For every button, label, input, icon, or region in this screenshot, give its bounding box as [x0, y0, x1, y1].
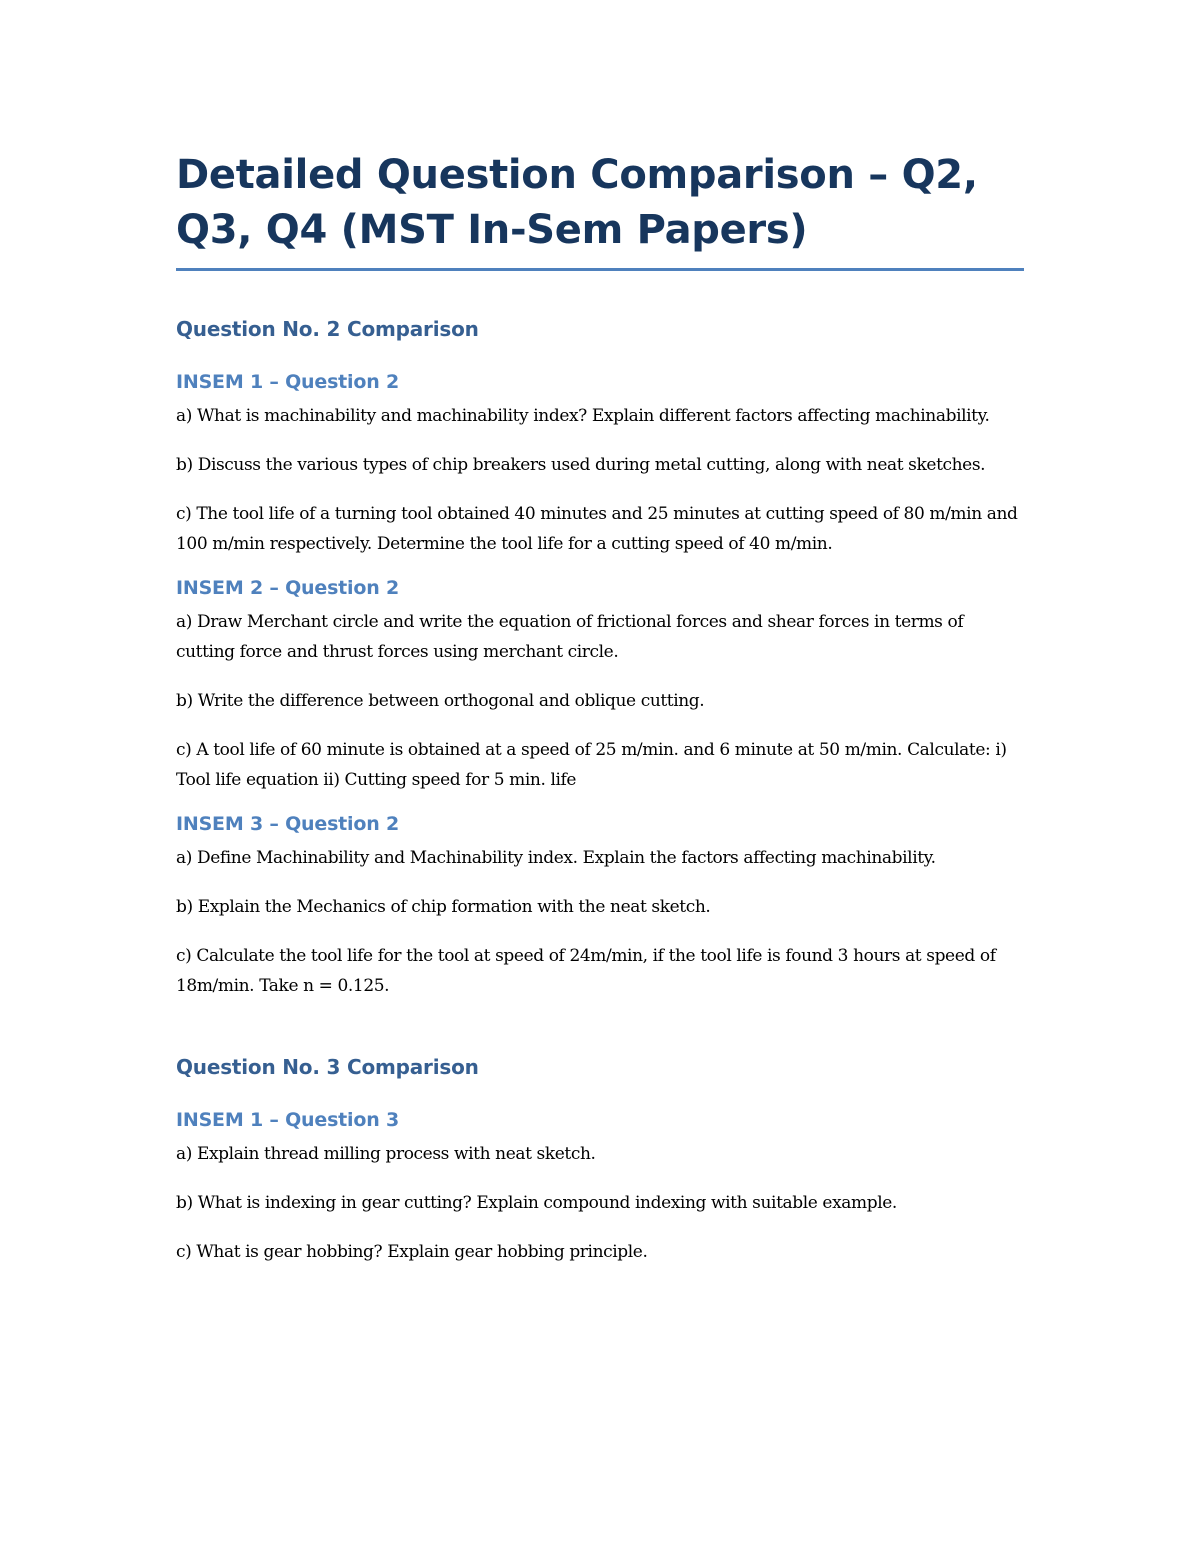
- question-item: b) Write the difference between orthogonal and oblique cutting.: [176, 691, 705, 711]
- paper-insem-1-q2: [176, 369, 1024, 559]
- question-item: c) Calculate the tool life for the tool at speed of 24m/min, if the tool life is found 3 hours at speed of 18m/min. Take n = 0.125.: [176, 946, 996, 996]
- section-question-2: [176, 315, 1024, 1001]
- document-title: Detailed Question Comparison – Q2, Q3, Q4 (MST In-Sem Papers): [176, 152, 978, 253]
- document-page: [176, 148, 1024, 1277]
- paper-insem-3-q2: [176, 811, 1024, 1001]
- paper-insem-1-q3: [176, 1107, 1024, 1267]
- question-item: a) Draw Merchant circle and write the equation of frictional forces and shear forces in terms of cutting force and thrust forces using merchant circle.: [176, 612, 964, 662]
- question-item: b) What is indexing in gear cutting? Explain compound indexing with suitable example.: [176, 1193, 897, 1213]
- section-heading: Question No. 2 Comparison: [176, 317, 479, 341]
- paper-heading: INSEM 1 – Question 3: [176, 1109, 399, 1131]
- question-item: a) Explain thread milling process with neat sketch.: [176, 1144, 596, 1164]
- paper-heading: INSEM 1 – Question 2: [176, 371, 399, 393]
- question-item: a) Define Machinability and Machinability index. Explain the factors affecting machinability.: [176, 848, 936, 868]
- section-question-3: [176, 1053, 1024, 1267]
- paper-insem-2-q2: [176, 575, 1024, 795]
- question-item: c) What is gear hobbing? Explain gear hobbing principle.: [176, 1242, 648, 1262]
- paper-heading: INSEM 3 – Question 2: [176, 813, 399, 835]
- title-underline: [176, 268, 1024, 271]
- question-item: c) The tool life of a turning tool obtained 40 minutes and 25 minutes at cutting speed of 80 m/min and 100 m/min respectively. Determine the tool life for a cutting speed of 40 m/min.: [176, 504, 1018, 554]
- question-item: b) Explain the Mechanics of chip formation with the neat sketch.: [176, 897, 711, 917]
- question-item: a) What is machinability and machinability index? Explain different factors affecting machinability.: [176, 406, 990, 426]
- paper-heading: INSEM 2 – Question 2: [176, 577, 399, 599]
- question-item: c) A tool life of 60 minute is obtained at a speed of 25 m/min. and 6 minute at 50 m/min. Calculate: i) Tool life equation ii) Cutting speed for 5 min. life: [176, 740, 1007, 790]
- section-heading: Question No. 3 Comparison: [176, 1055, 479, 1079]
- question-item: b) Discuss the various types of chip breakers used during metal cutting, along with neat sketches.: [176, 455, 986, 475]
